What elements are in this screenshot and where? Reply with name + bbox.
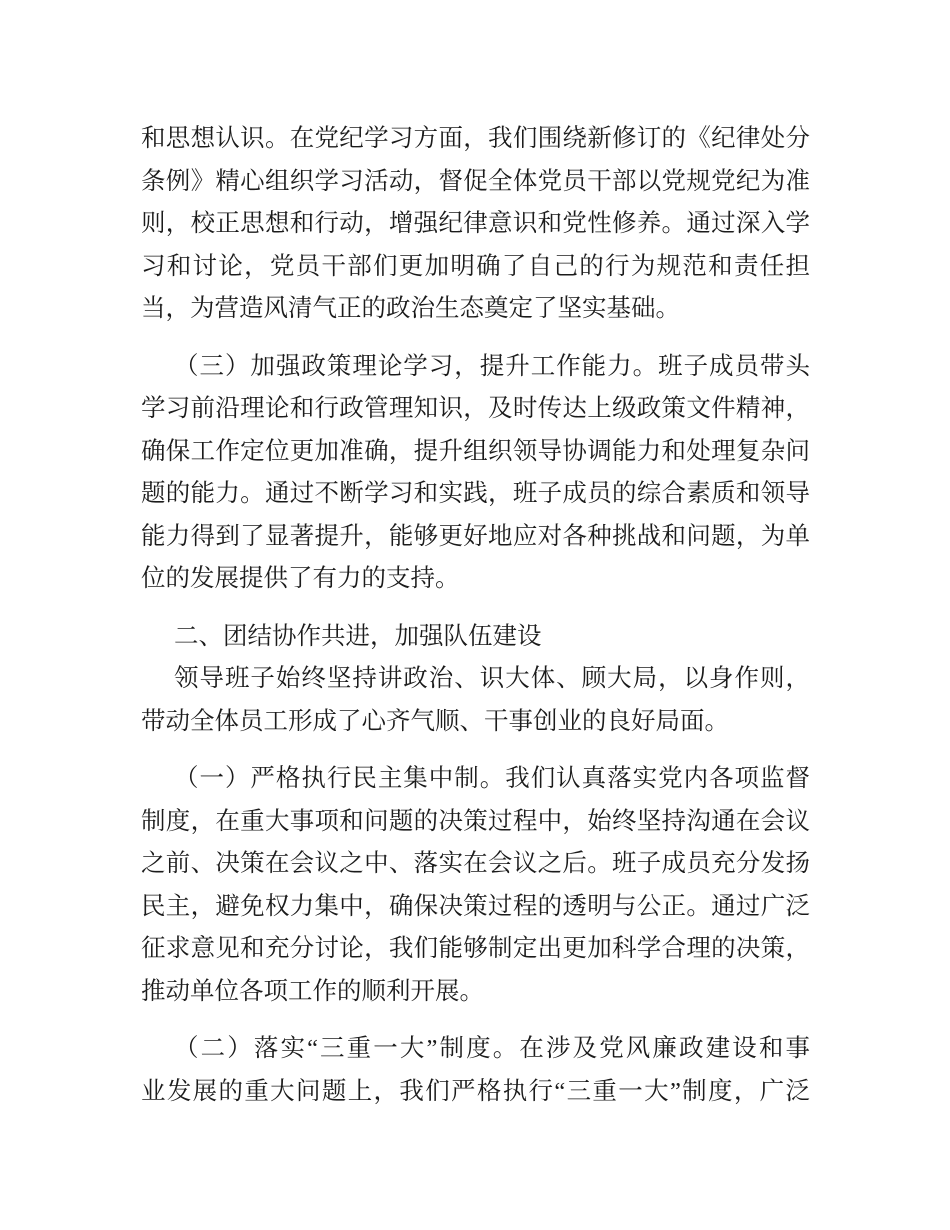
text-line: 民主，避免权力集中，确保决策过程的透明与公正。通过广泛 bbox=[141, 892, 810, 920]
paragraph bbox=[141, 346, 810, 601]
text-line: 位的发展提供了有力的支持。 bbox=[141, 565, 460, 592]
paragraph bbox=[141, 758, 810, 1013]
text-line: 确保工作定位更加准确，提升组织领导协调能力和处理复杂问 bbox=[141, 437, 810, 465]
text-line: 能力得到了显著提升，能够更好地应对各种挑战和问题，为单 bbox=[141, 522, 810, 550]
text-line: 当，为营造风清气正的政治生态奠定了坚实基础。 bbox=[141, 295, 680, 322]
text-line: 习和讨论，党员干部们更加明确了自己的行为规范和责任担 bbox=[141, 252, 810, 280]
text-line: （一）严格执行民主集中制。我们认真落实党内各项监督 bbox=[174, 765, 810, 792]
text-line: 学习前沿理论和行政管理知识，及时传达上级政策文件精神， bbox=[141, 395, 810, 422]
paragraph bbox=[141, 658, 810, 743]
section-heading bbox=[141, 616, 810, 659]
text-line: 征求意见和充分讨论，我们能够制定出更加科学合理的决策， bbox=[141, 935, 810, 962]
document-text-block bbox=[141, 118, 810, 1128]
text-line: （二）落实“三重一大”制度。在涉及党风廉政建设和事 bbox=[174, 1035, 810, 1062]
text-line: 和思想认识。在党纪学习方面，我们围绕新修订的《纪律处分 bbox=[141, 125, 810, 152]
text-line: 之前、决策在会议之中、落实在会议之后。班子成员充分发扬 bbox=[141, 850, 810, 877]
text-line: 条例》精心组织学习活动，督促全体党员干部以党规党纪为准 bbox=[141, 167, 810, 195]
text-line: （三）加强政策理论学习，提升工作能力。班子成员带头 bbox=[174, 352, 810, 380]
text-line: 则，校正思想和行动，增强纪律意识和党性修养。通过深入学 bbox=[141, 210, 810, 237]
text-line: 带动全体员工形成了心齐气顺、干事创业的良好局面。 bbox=[141, 707, 729, 735]
text-line: 推动单位各项工作的顺利开展。 bbox=[141, 977, 484, 1005]
text-line: 题的能力。通过不断学习和实践，班子成员的综合素质和领导 bbox=[141, 480, 810, 507]
text-line: 业发展的重大问题上，我们严格执行“三重一大”制度，广泛 bbox=[141, 1077, 810, 1105]
paragraph bbox=[141, 118, 810, 331]
paragraph bbox=[141, 1028, 810, 1113]
text-line: 领导班子始终坚持讲政治、识大体、顾大局，以身作则， bbox=[174, 665, 810, 692]
heading-line: 二、团结协作共进，加强队伍建设 bbox=[174, 622, 542, 650]
text-line: 制度，在重大事项和问题的决策过程中，始终坚持沟通在会议 bbox=[141, 807, 810, 835]
